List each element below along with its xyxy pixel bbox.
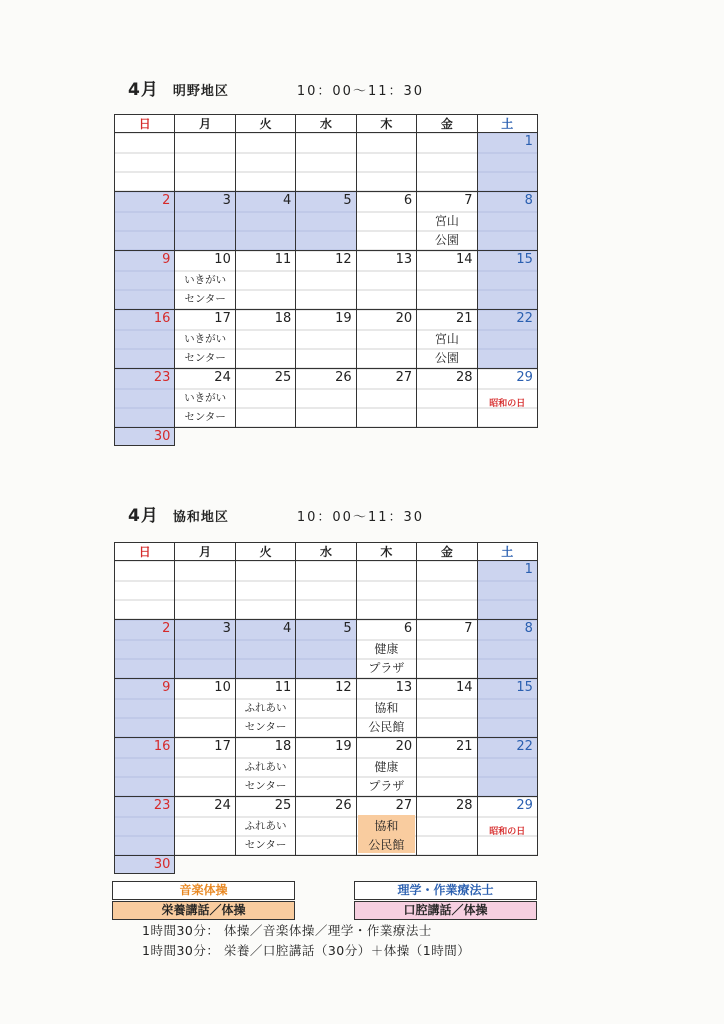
calendar2-grid [114, 542, 537, 874]
day-cell [296, 738, 356, 797]
day-cell [296, 310, 356, 369]
empty-cell [235, 856, 295, 874]
day-cell [296, 797, 356, 856]
day-number: 10 [214, 680, 231, 695]
day-number: 24 [214, 370, 231, 385]
day-cell [477, 679, 537, 738]
day-number: 21 [455, 311, 473, 326]
day-cell [356, 620, 416, 679]
day-cell [235, 679, 295, 738]
event-location: 宮山 公園 [434, 332, 459, 365]
holiday-label: 昭和の日 [489, 399, 526, 409]
day-cell [175, 679, 235, 738]
day-number: 7 [464, 193, 473, 208]
day-cell [115, 192, 175, 251]
day-number: 17 [214, 311, 231, 326]
calendar2-title [128, 501, 424, 526]
calendar2-month: 4月 [128, 506, 159, 526]
day-number: 6 [403, 193, 413, 208]
day-number: 4 [282, 193, 292, 208]
day-cell [235, 133, 295, 192]
day-cell [417, 738, 477, 797]
day-cell [235, 738, 295, 797]
day-cell [356, 310, 416, 369]
legend-oral: 口腔講話／体操 [354, 901, 537, 920]
calendar2-area: 協和地区 [172, 510, 229, 525]
day-cell [356, 679, 416, 738]
day-number: 26 [335, 370, 352, 385]
day-cell [477, 310, 537, 369]
day-cell [356, 797, 416, 856]
weekday-header: 日 [115, 115, 175, 133]
holiday-label: 昭和の日 [489, 827, 526, 837]
day-number: 13 [395, 680, 413, 695]
day-number: 16 [153, 739, 171, 754]
day-cell [356, 561, 416, 620]
day-cell [175, 561, 235, 620]
calendar1-grid [114, 114, 537, 446]
day-number: 28 [455, 798, 473, 813]
day-number: 23 [153, 370, 171, 385]
day-cell [115, 679, 175, 738]
day-number: 27 [395, 370, 413, 385]
day-cell [115, 310, 175, 369]
day-number: 18 [274, 311, 292, 326]
day-cell [115, 797, 175, 856]
calendar2-time: 10：00～11：30 [296, 510, 425, 525]
day-cell [175, 797, 235, 856]
calendar1-area: 明野地区 [172, 84, 229, 99]
weekday-header: 土 [477, 543, 537, 561]
weekday-header: 木 [356, 543, 416, 561]
weekday-header: 水 [296, 115, 356, 133]
day-number: 15 [516, 252, 533, 267]
day-number: 16 [153, 311, 171, 326]
day-number: 12 [335, 680, 352, 695]
day-cell [356, 192, 416, 251]
weekday-header: 金 [417, 543, 477, 561]
day-number: 17 [214, 739, 231, 754]
day-number: 11 [274, 252, 292, 267]
day-number: 2 [162, 193, 171, 208]
day-number: 12 [335, 252, 352, 267]
weekday-header: 日 [115, 543, 175, 561]
day-number: 14 [455, 680, 473, 695]
day-cell [296, 561, 356, 620]
day-cell [477, 620, 537, 679]
day-number: 19 [335, 311, 352, 326]
note-line-2: 1時間30分： 栄養／口腔講話（30分）＋体操（1時間） [142, 943, 471, 958]
day-cell [235, 192, 295, 251]
day-number: 30 [153, 857, 171, 872]
day-cell [175, 369, 235, 428]
event-location: いきがい センター [184, 274, 227, 305]
day-number: 28 [455, 370, 473, 385]
day-cell [296, 192, 356, 251]
day-number: 29 [516, 370, 533, 385]
empty-cell [356, 428, 416, 446]
day-cell [356, 251, 416, 310]
day-number: 9 [162, 252, 171, 267]
day-number: 8 [524, 621, 533, 636]
day-cell [477, 797, 537, 856]
day-cell [115, 561, 175, 620]
day-cell [417, 133, 477, 192]
day-cell [175, 620, 235, 679]
legend-music: 音楽体操 [112, 881, 295, 900]
empty-cell [175, 856, 235, 874]
empty-cell [356, 856, 416, 874]
legend-pt: 理学・作業療法士 [354, 881, 537, 900]
empty-cell [175, 428, 235, 446]
calendar1-table [114, 114, 538, 446]
day-number: 14 [455, 252, 473, 267]
day-cell [115, 738, 175, 797]
event-location: ふれあい センター [244, 702, 287, 733]
empty-cell [477, 856, 537, 874]
day-number: 5 [343, 621, 352, 636]
day-cell [477, 251, 537, 310]
day-number: 10 [214, 252, 231, 267]
day-number: 19 [335, 739, 352, 754]
day-number: 2 [162, 621, 171, 636]
event-location: 宮山 公園 [434, 214, 459, 247]
weekday-header: 月 [175, 543, 235, 561]
calendar1-month: 4月 [128, 80, 159, 100]
day-cell [417, 310, 477, 369]
day-number: 22 [516, 739, 533, 754]
day-cell [417, 251, 477, 310]
day-cell [235, 310, 295, 369]
day-number: 25 [274, 370, 292, 385]
day-cell [235, 620, 295, 679]
day-cell [356, 738, 416, 797]
day-cell [115, 428, 175, 446]
day-number: 7 [464, 621, 473, 636]
day-cell [417, 369, 477, 428]
day-number: 23 [153, 798, 171, 813]
day-cell [115, 133, 175, 192]
day-number: 29 [516, 798, 533, 813]
weekday-header: 土 [477, 115, 537, 133]
day-number: 1 [524, 134, 533, 149]
day-cell [175, 192, 235, 251]
empty-cell [235, 428, 295, 446]
day-cell [477, 369, 537, 428]
event-location: 健康 プラザ [368, 760, 405, 793]
event-location: いきがい センター [184, 392, 227, 423]
day-number: 1 [524, 562, 533, 577]
day-number: 21 [455, 739, 473, 754]
day-cell [296, 251, 356, 310]
day-cell [477, 192, 537, 251]
day-number: 13 [395, 252, 413, 267]
day-cell [115, 620, 175, 679]
day-number: 5 [343, 193, 352, 208]
day-cell [235, 369, 295, 428]
day-number: 8 [524, 193, 533, 208]
day-cell [235, 561, 295, 620]
event-location: 協和 公民館 [368, 701, 405, 734]
day-cell [235, 797, 295, 856]
weekday-header: 火 [235, 115, 295, 133]
event-location: ふれあい センター [244, 820, 287, 851]
day-cell [175, 738, 235, 797]
weekday-header: 木 [356, 115, 416, 133]
day-cell [115, 251, 175, 310]
event-location: 健康 プラザ [368, 642, 405, 675]
day-cell [235, 251, 295, 310]
event-location: ふれあい センター [244, 761, 287, 792]
day-cell [115, 856, 175, 874]
day-cell [175, 310, 235, 369]
day-number: 3 [222, 193, 231, 208]
day-number: 15 [516, 680, 533, 695]
day-cell [296, 620, 356, 679]
day-cell [296, 679, 356, 738]
legend-nutrition: 栄養講話／体操 [112, 901, 295, 920]
event-location: いきがい センター [184, 333, 227, 364]
day-number: 20 [395, 311, 413, 326]
calendar2-table [114, 542, 538, 874]
day-cell [477, 561, 537, 620]
day-cell [417, 620, 477, 679]
day-number: 9 [162, 680, 171, 695]
weekday-header: 金 [417, 115, 477, 133]
day-cell [417, 679, 477, 738]
day-number: 4 [282, 621, 292, 636]
day-cell [356, 369, 416, 428]
day-cell [296, 369, 356, 428]
calendar1-time: 10：00～11：30 [296, 84, 425, 99]
empty-cell [296, 856, 356, 874]
day-number: 27 [395, 798, 413, 813]
day-cell [356, 133, 416, 192]
event-location: 協和 公民館 [368, 819, 405, 852]
calendar1-title [128, 75, 424, 100]
day-number: 20 [395, 739, 413, 754]
day-cell [417, 797, 477, 856]
day-number: 22 [516, 311, 533, 326]
weekday-header: 火 [235, 543, 295, 561]
day-cell [296, 133, 356, 192]
day-number: 26 [335, 798, 352, 813]
day-number: 11 [274, 680, 292, 695]
day-number: 6 [403, 621, 413, 636]
day-cell [175, 133, 235, 192]
note-line-1: 1時間30分： 体操／音楽体操／理学・作業療法士 [142, 923, 432, 938]
weekday-header: 水 [296, 543, 356, 561]
day-number: 30 [153, 429, 171, 444]
day-cell [417, 192, 477, 251]
weekday-header: 月 [175, 115, 235, 133]
empty-cell [477, 428, 537, 446]
day-cell [477, 133, 537, 192]
day-number: 18 [274, 739, 292, 754]
day-cell [175, 251, 235, 310]
day-cell [115, 369, 175, 428]
day-number: 3 [222, 621, 231, 636]
day-number: 24 [214, 798, 231, 813]
empty-cell [417, 856, 477, 874]
empty-cell [296, 428, 356, 446]
day-number: 25 [274, 798, 292, 813]
empty-cell [417, 428, 477, 446]
day-cell [477, 738, 537, 797]
day-cell [417, 561, 477, 620]
